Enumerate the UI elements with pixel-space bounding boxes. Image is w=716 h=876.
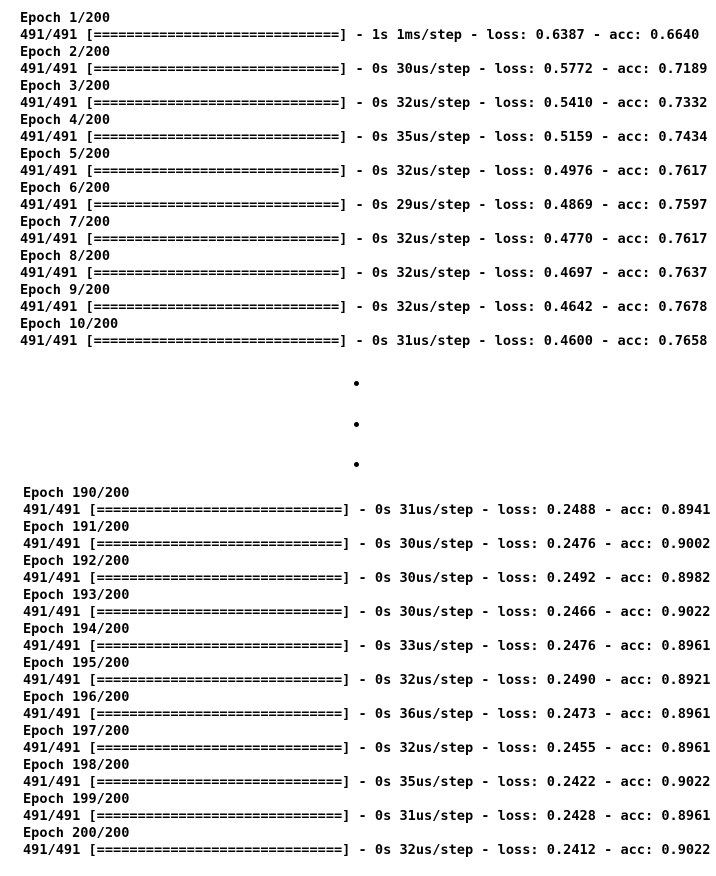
progress-line: 491/491 [==============================] - 0s 30us/step - loss: 0.5772 - acc: 0.7189 [20, 61, 708, 77]
progress-line: 491/491 [==============================] - 0s 31us/step - loss: 0.2488 - acc: 0.8941 [23, 502, 711, 518]
progress-line: 491/491 [==============================] - 0s 32us/step - loss: 0.4976 - acc: 0.7617 [20, 163, 708, 179]
epoch-header: Epoch 198/200 [23, 757, 130, 773]
epoch-header: Epoch 9/200 [20, 282, 111, 298]
epoch-header: Epoch 192/200 [23, 553, 130, 569]
epoch-header: Epoch 191/200 [23, 519, 130, 535]
progress-line: 491/491 [==============================] - 1s 1ms/step - loss: 0.6387 - acc: 0.6640 [20, 27, 700, 43]
epoch-header: Epoch 2/200 [20, 44, 111, 60]
progress-line: 491/491 [==============================] - 0s 31us/step - loss: 0.4600 - acc: 0.7658 [20, 333, 708, 349]
epoch-header: Epoch 190/200 [23, 485, 130, 501]
progress-line: 491/491 [==============================] - 0s 35us/step - loss: 0.2422 - acc: 0.9022 [23, 774, 711, 790]
progress-line: 491/491 [==============================] - 0s 32us/step - loss: 0.5410 - acc: 0.7332 [20, 95, 708, 111]
epoch-header: Epoch 4/200 [20, 112, 111, 128]
epoch-header: Epoch 10/200 [20, 316, 119, 332]
progress-line: 491/491 [==============================] - 0s 35us/step - loss: 0.5159 - acc: 0.7434 [20, 129, 708, 145]
epoch-header: Epoch 7/200 [20, 214, 111, 230]
epoch-header: Epoch 197/200 [23, 723, 130, 739]
progress-line: 491/491 [==============================] - 0s 30us/step - loss: 0.2492 - acc: 0.8982 [23, 570, 711, 586]
progress-line: 491/491 [==============================] - 0s 36us/step - loss: 0.2473 - acc: 0.8961 [23, 706, 711, 722]
epoch-header: Epoch 195/200 [23, 655, 130, 671]
ellipsis-dot [354, 381, 359, 386]
epoch-header: Epoch 199/200 [23, 791, 130, 807]
progress-line: 491/491 [==============================] - 0s 32us/step - loss: 0.4770 - acc: 0.7617 [20, 231, 708, 247]
progress-line: 491/491 [==============================] - 0s 33us/step - loss: 0.2476 - acc: 0.8961 [23, 638, 711, 654]
ellipsis-dot [354, 462, 359, 467]
progress-line: 491/491 [==============================] - 0s 32us/step - loss: 0.2412 - acc: 0.9022 [23, 842, 711, 858]
epoch-header: Epoch 1/200 [20, 10, 111, 26]
progress-line: 491/491 [==============================] - 0s 32us/step - loss: 0.4642 - acc: 0.7678 [20, 299, 708, 315]
epoch-header: Epoch 193/200 [23, 587, 130, 603]
epoch-header: Epoch 3/200 [20, 78, 111, 94]
ellipsis-dot [354, 422, 359, 427]
progress-line: 491/491 [==============================] - 0s 31us/step - loss: 0.2428 - acc: 0.8961 [23, 808, 711, 824]
epoch-header: Epoch 8/200 [20, 248, 111, 264]
epoch-header: Epoch 5/200 [20, 146, 111, 162]
epoch-header: Epoch 196/200 [23, 689, 130, 705]
progress-line: 491/491 [==============================] - 0s 30us/step - loss: 0.2466 - acc: 0.9022 [23, 604, 711, 620]
progress-line: 491/491 [==============================] - 0s 30us/step - loss: 0.2476 - acc: 0.9002 [23, 536, 711, 552]
progress-line: 491/491 [==============================] - 0s 29us/step - loss: 0.4869 - acc: 0.7597 [20, 197, 708, 213]
epoch-header: Epoch 200/200 [23, 825, 130, 841]
epoch-header: Epoch 194/200 [23, 621, 130, 637]
training-log-start [20, 10, 707, 350]
progress-line: 491/491 [==============================] - 0s 32us/step - loss: 0.2455 - acc: 0.8961 [23, 740, 711, 756]
training-log-end [23, 485, 710, 859]
epoch-header: Epoch 6/200 [20, 180, 111, 196]
progress-line: 491/491 [==============================] - 0s 32us/step - loss: 0.4697 - acc: 0.7637 [20, 265, 708, 281]
progress-line: 491/491 [==============================] - 0s 32us/step - loss: 0.2490 - acc: 0.8921 [23, 672, 711, 688]
